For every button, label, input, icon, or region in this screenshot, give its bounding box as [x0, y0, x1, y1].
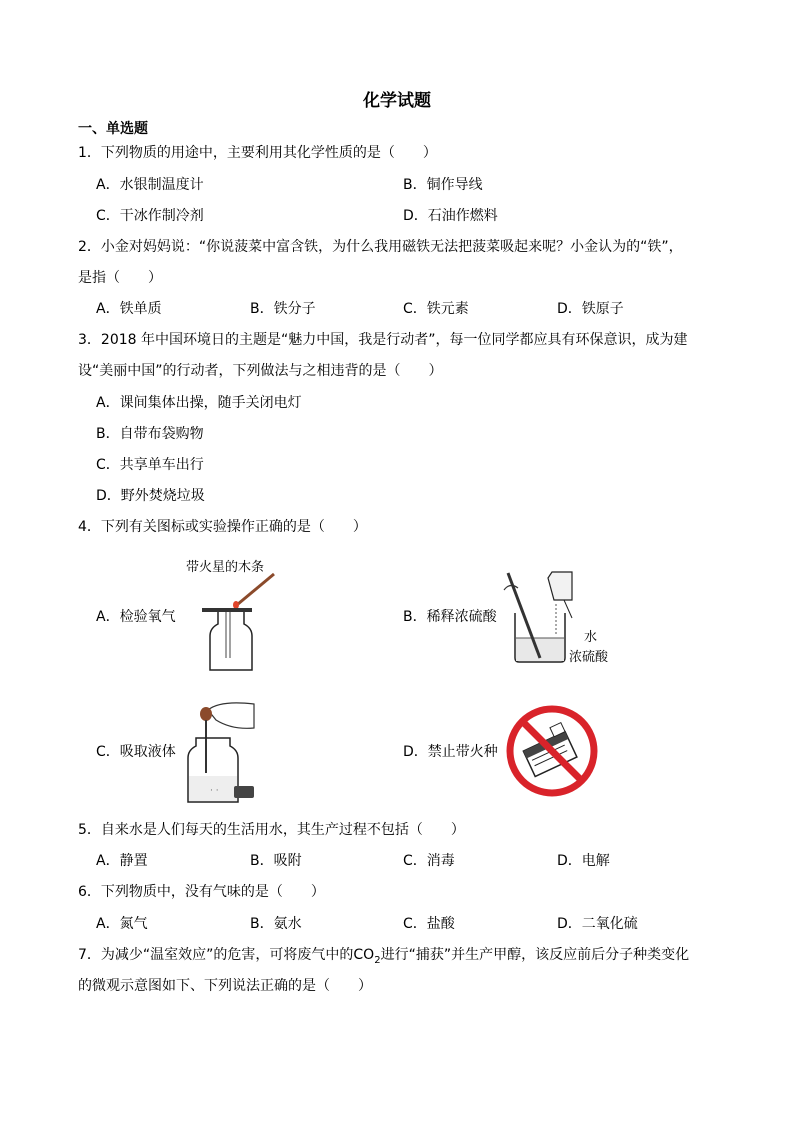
question-2-stem: 2．小金对妈妈说：“你说菠菜中富含铁，为什么我用磁铁无法把菠菜吸起来呢？小金认为的“铁”， [78, 239, 683, 255]
svg-text:· ·: · · [210, 786, 219, 796]
dilute-acid-figure [500, 568, 575, 668]
question-7-stem-part2: 进行“捕获”并生产甲醇，该反应前后分子种类变化 [380, 947, 690, 963]
question-5-option-c: C．消毒 [403, 853, 455, 869]
dropper-figure [180, 698, 260, 806]
section-heading: 一、单选题 [78, 121, 148, 137]
question-1-option-a: A．水银制温度计 [96, 177, 204, 193]
question-3-option-c: C．共享单车出行 [96, 457, 204, 473]
question-3-stem-cont: 设“美丽中国”的行动者，下列做法与之相违背的是（ ） [78, 363, 443, 379]
question-2-stem-cont: 是指（ ） [78, 270, 162, 286]
question-2-option-b: B．铁分子 [250, 301, 316, 317]
question-4-option-a: A．检验氧气 [96, 609, 176, 625]
oxygen-test-figure [196, 570, 286, 675]
question-4-option-d: D．禁止带火种 [403, 744, 498, 760]
figure-b-acid-label: 浓硫酸 [569, 650, 609, 665]
question-4-option-c: C．吸取液体 [96, 744, 176, 760]
question-4-option-b: B．稀释浓硫酸 [403, 609, 497, 625]
question-6-option-c: C．盐酸 [403, 916, 455, 932]
question-6-option-a: A．氮气 [96, 916, 148, 932]
question-5-stem: 5．自来水是人们每天的生活用水，其生产过程不包括（ ） [78, 822, 465, 838]
question-3-option-b: B．自带布袋购物 [96, 426, 204, 442]
page-title: 化学试题 [363, 91, 431, 111]
question-2-option-a: A．铁单质 [96, 301, 162, 317]
question-7-stem-cont: 的微观示意图如下、下列说法正确的是（ ） [78, 978, 372, 994]
question-2-option-c: C．铁元素 [403, 301, 469, 317]
question-1-option-d: D．石油作燃料 [403, 208, 498, 224]
question-6-option-b: B．氨水 [250, 916, 302, 932]
question-6-option-d: D．二氧化硫 [557, 916, 638, 932]
question-5-option-d: D．电解 [557, 853, 610, 869]
no-fire-sign-icon [505, 704, 599, 798]
question-4-stem: 4．下列有关图标或实验操作正确的是（ ） [78, 519, 367, 535]
question-3-stem: 3．2018 年中国环境日的主题是“魅力中国，我是行动者”，每一位同学都应具有环保意识，成为建 [78, 332, 688, 348]
question-5-option-a: A．静置 [96, 853, 148, 869]
figure-b-water-label: 水 [584, 630, 598, 645]
question-3-option-d: D．野外焚烧垃圾 [96, 488, 205, 504]
question-1-stem: 1．下列物质的用途中，主要利用其化学性质的是（ ） [78, 145, 437, 161]
question-1-option-c: C．干冰作制冷剂 [96, 208, 204, 224]
question-3-option-a: A．课间集体出操，随手关闭电灯 [96, 395, 302, 411]
question-6-stem: 6．下列物质中，没有气味的是（ ） [78, 884, 325, 900]
question-7-subscript: 2 [374, 954, 381, 966]
figure-a-label: 带火星的木条 [186, 560, 265, 575]
question-1-option-b: B．铜作导线 [403, 177, 483, 193]
question-7-stem-part1: 7．为减少“温室效应”的危害，可将废气中的CO [78, 947, 375, 963]
question-2-option-d: D．铁原子 [557, 301, 624, 317]
question-5-option-b: B．吸附 [250, 853, 302, 869]
